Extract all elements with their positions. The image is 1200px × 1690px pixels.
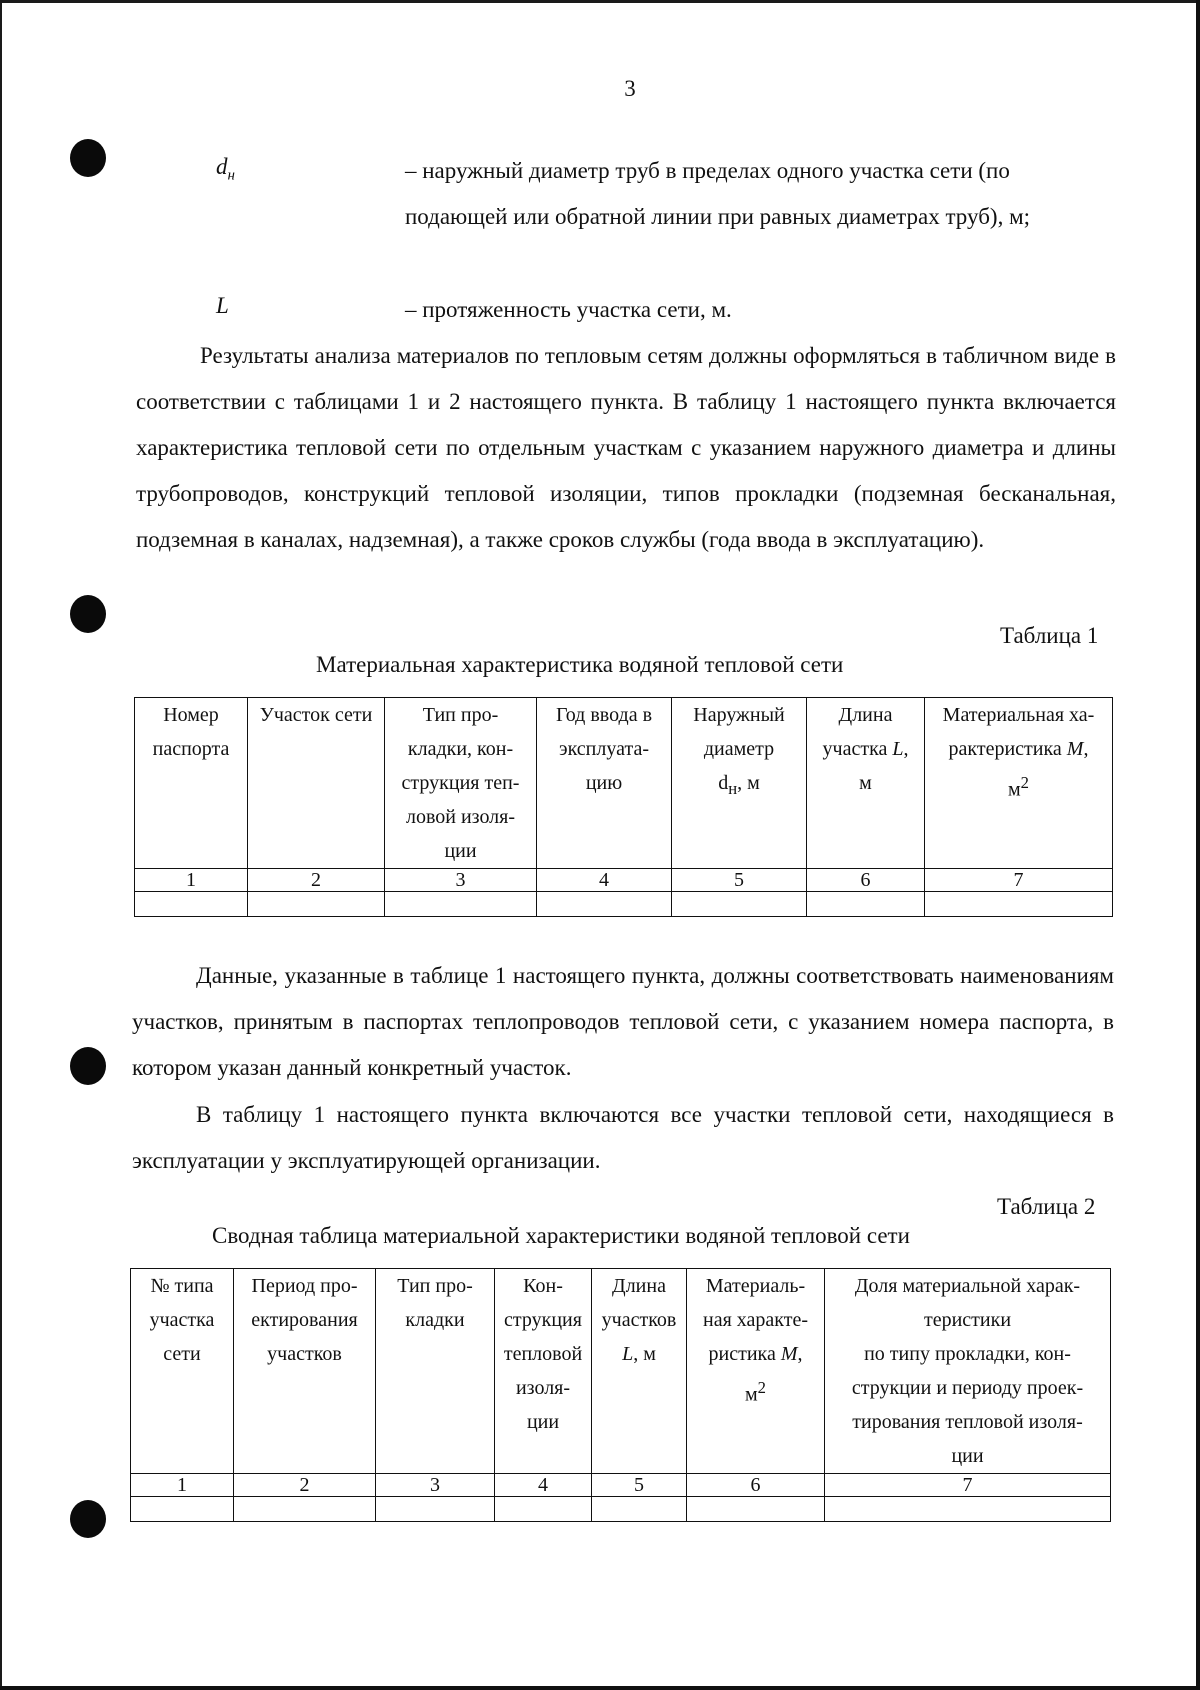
paragraph-results: Результаты анализа материалов по тепловым сетям должны оформляться в табличном виде в соответствии с таблицами 1 и 2 настоящего пункта. В таблицу 1 настоящего пункта включается характеристика тепловой сети по отдельным участкам с указанием наружного диаметра и длины трубопроводов, конструкций тепловой изоляции, типов прокладки (подземная бесканальная, подземная в каналах, надземная), а также сроков службы (года ввода в эксплуатацию). xyxy=(136,343,1116,552)
definition-text-l: – протяженность участка сети, м. xyxy=(405,297,732,322)
table2-header-cell: Тип про- кладки xyxy=(376,1269,495,1474)
scan-edge-top xyxy=(0,0,1200,3)
punch-hole-3 xyxy=(70,1047,106,1085)
table2-header-cell: Период про- ектирования участков xyxy=(234,1269,376,1474)
table2-header-cell: Доля материальной харак- теристики по типу прокладки, кон- струкции и периоду проек- тирования тепловой изоля- ции xyxy=(825,1269,1111,1474)
table1-col-number: 4 xyxy=(537,869,672,892)
table1-header-cell: Наружный диаметр $d_н$, м xyxy=(672,698,807,869)
table2-header-cell: Материаль- ная характе- ристика М, $м^2$ xyxy=(687,1269,825,1474)
table1-header-row xyxy=(135,698,1113,869)
table1-title: Материальная характеристика водяной тепловой сети xyxy=(316,652,844,677)
table1-empty-cell xyxy=(672,892,807,917)
table1-col-number: 7 xyxy=(925,869,1113,892)
table1-empty-cell xyxy=(385,892,537,917)
table1-header-cell: Год ввода в эксплуата- цию xyxy=(537,698,672,869)
table2-col-number: 2 xyxy=(234,1474,376,1497)
punch-hole-1 xyxy=(70,139,106,177)
table2-col-number: 5 xyxy=(592,1474,687,1497)
punch-hole-4 xyxy=(70,1500,106,1538)
table2-empty-cell xyxy=(234,1497,376,1522)
scan-edge-right xyxy=(1196,0,1200,1690)
paragraph-all-sections: В таблицу 1 настоящего пункта включаются все участки тепловой сети, находящиеся в эксплуатации у эксплуатирующей организации. xyxy=(132,1102,1114,1173)
table1-col-number: 1 xyxy=(135,869,248,892)
table1-header-cell: Участок сети xyxy=(248,698,385,869)
table1-empty-cell xyxy=(807,892,925,917)
table2-empty-cell xyxy=(376,1497,495,1522)
table2-empty-cell xyxy=(131,1497,234,1522)
table2-header-cell: Кон- струкция тепловой изоля- ции xyxy=(495,1269,592,1474)
table1-empty-cell xyxy=(248,892,385,917)
table1-header-cell: Материальная ха- рактеристика М, $м^2$ xyxy=(925,698,1113,869)
table1 xyxy=(134,697,1113,917)
table1-empty-cell xyxy=(925,892,1113,917)
table1-empty-cell xyxy=(135,892,248,917)
table2-header-row xyxy=(131,1269,1111,1474)
scan-edge-bottom xyxy=(0,1686,1200,1690)
table1-header-cell: Тип про- кладки, кон- струкция теп- ловой изоля- ции xyxy=(385,698,537,869)
page-number: 3 xyxy=(624,76,636,101)
table1-number-row xyxy=(135,869,1113,892)
table2-number-row xyxy=(131,1474,1111,1497)
table1-empty-row xyxy=(135,892,1113,917)
table2-header-cell: № типа участка сети xyxy=(131,1269,234,1474)
definition-symbol-l: L xyxy=(216,293,229,318)
table2-col-number: 6 xyxy=(687,1474,825,1497)
table2-empty-cell xyxy=(495,1497,592,1522)
paragraph-data-correspondence: Данные, указанные в таблице 1 настоящего пункта, должны соответствовать наименованиям участков, принятым в паспортах теплопроводов тепловой сети, с указанием номера паспорта, в котором указан данный конкретный участок. xyxy=(132,963,1114,1080)
table1-col-number: 2 xyxy=(248,869,385,892)
table1-header-cell: Номер паспорта xyxy=(135,698,248,869)
table1-col-number: 3 xyxy=(385,869,537,892)
punch-hole-2 xyxy=(70,595,106,633)
table2-col-number: 4 xyxy=(495,1474,592,1497)
table2-header-cell: Длина участков L, м xyxy=(592,1269,687,1474)
table1-col-number: 6 xyxy=(807,869,925,892)
definition-text-dn: – наружный диаметр труб в пределах одного участка сети (по подающей или обратной линии при равных диаметрах труб), м; xyxy=(405,158,1031,229)
table1-label: Таблица 1 xyxy=(1000,623,1099,648)
table2 xyxy=(130,1268,1111,1522)
table2-empty-cell xyxy=(687,1497,825,1522)
table2-col-number: 7 xyxy=(825,1474,1111,1497)
table2-title: Сводная таблица материальной характеристики водяной тепловой сети xyxy=(212,1223,910,1248)
table2-label: Таблица 2 xyxy=(997,1194,1096,1219)
table2-col-number: 3 xyxy=(376,1474,495,1497)
table2-empty-cell xyxy=(592,1497,687,1522)
table1-header-cell: Длина участка L, м xyxy=(807,698,925,869)
scan-edge-left xyxy=(0,0,2,1690)
table2-empty-cell xyxy=(825,1497,1111,1522)
table2-col-number: 1 xyxy=(131,1474,234,1497)
table1-col-number: 5 xyxy=(672,869,807,892)
table2-empty-row xyxy=(131,1497,1111,1522)
definition-symbol-dn: $d_н$ xyxy=(216,154,235,184)
table1-empty-cell xyxy=(537,892,672,917)
